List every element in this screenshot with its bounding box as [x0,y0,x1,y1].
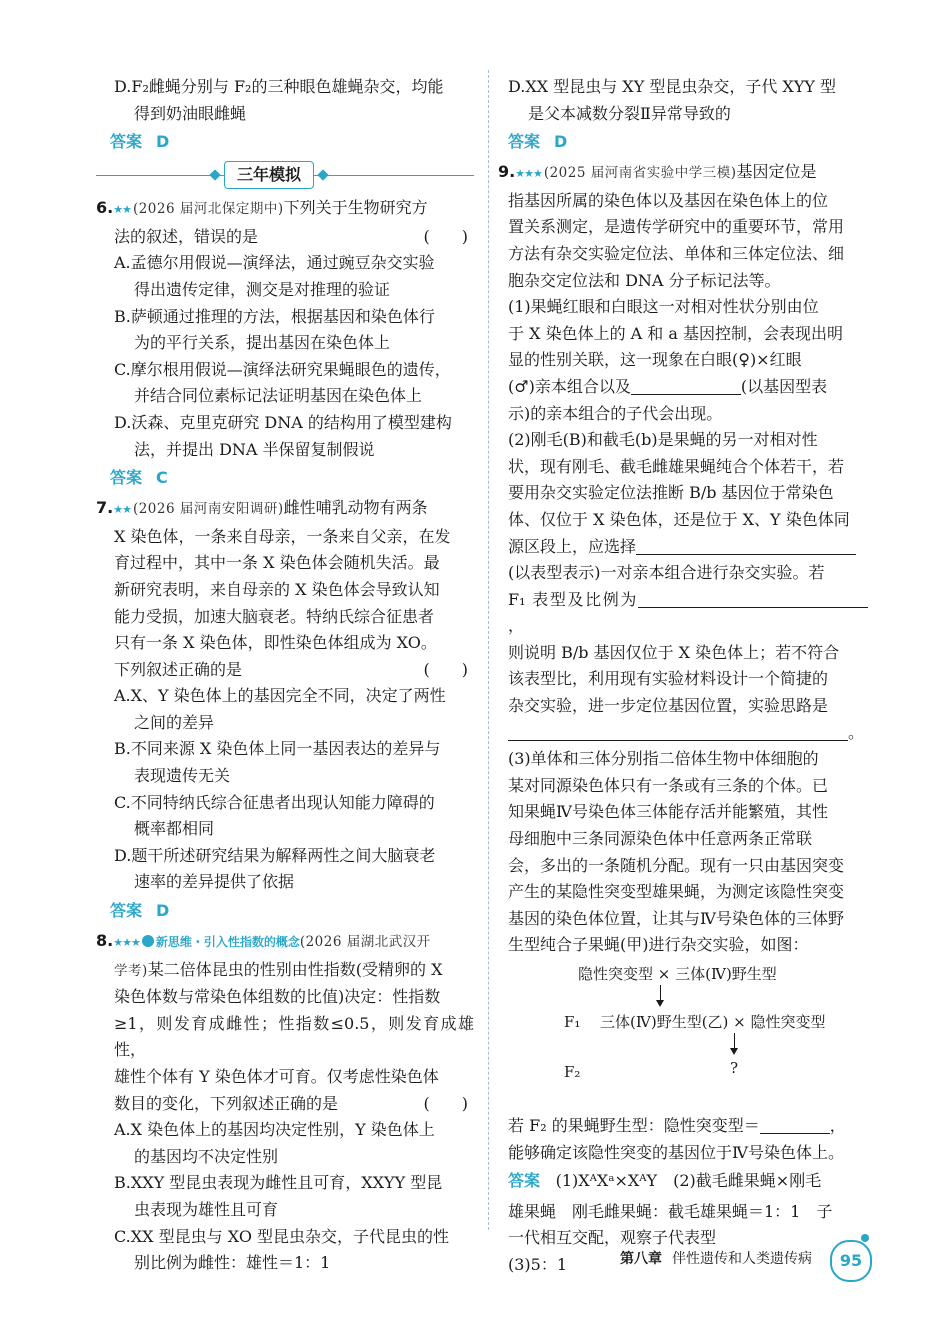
option-text: C.XX 型昆虫与 XO 型昆虫杂交，子代昆虫的性 [114,1226,450,1246]
option-cont: 得出遗传定律，测交是对推理的验证 [134,279,391,299]
q9-part2-blank-line: 。 [508,720,868,747]
column-divider [488,70,489,1230]
question-source: (2026 届河北保定期中) [132,201,284,218]
answer-label: 答案 [110,901,143,921]
q6-option-d [96,410,474,463]
chapter-name: 伴性遗传和人类遗传病 [672,1251,812,1267]
answer-paren: ( ) [423,1093,468,1113]
option-text: D.沃森、克里克研究 DNA 的结构用了模型建构 [114,412,452,432]
answer-text: (1)XᴬXᵃ×XᴬY (2)截毛雌果蝇×刚毛 [555,1171,822,1191]
q6-stem-text: 下列关于生物研究方 [283,198,428,218]
q9-stem-line: 胞杂交定位法和 DNA 分子标记法等。 [508,270,781,290]
q9-part1-blank-line [508,374,868,401]
option-cont: 是父本减数分裂Ⅱ异常导致的 [528,103,731,123]
q9-part2: 体、仅位于 X 染色体，还是位于 X、Y 染色体同 [508,509,850,529]
q7-stem [96,495,474,524]
option-text: C.摩尔根用假说—演绎法研究果蝇眼色的遗传， [114,359,451,379]
q6-option-b [96,304,474,357]
q7-answer [110,898,474,924]
option-cont: 虫表现为雄性且可育 [134,1199,279,1219]
question-source: (2026 届河南安阳调研) [132,501,284,518]
q6-option-a [96,250,474,303]
page-footer [0,1240,950,1280]
diagram-f1-label: F₁ [564,1013,581,1031]
q9-part1: 示)的亲本组合的子代会出现。 [508,403,723,423]
q9-stem-line: 置关系测定，是遗传学研究中的重要环节，常用 [508,217,845,237]
q9-part3-text: 若 F₂ 的果蝇野生型：隐性突变型＝ [508,1116,760,1135]
question-number: 7. [96,498,114,518]
q9-part2: 该表型比，利用现有实验材料设计一个简捷的 [508,669,829,689]
q9-part2: (2)刚毛(B)和截毛(b)是果蝇的另一对相对性 [508,430,818,450]
difficulty-stars-icon: ★★ [113,503,131,517]
q6-stem-line2 [96,224,474,251]
option-text: A.X、Y 染色体上的基因完全不同，决定了两性 [114,686,446,706]
q9-part1-text: (♂)亲本组合以及 [508,376,631,396]
q9-part1: 显的性别关联，这一现象在白眼(♀)×红眼 [508,350,802,370]
answer-label: 答案 [110,132,143,152]
diagram-f2-label: F₂ [564,1063,581,1081]
answer-value: D [156,901,170,921]
option-cont: 为的平行关系，提出基因在染色体上 [134,333,391,353]
question-number: 6. [96,198,114,218]
q9-part2: 则说明 B/b 基因仅位于 X 染色体上；若不符合 [508,642,840,662]
q8-stem [96,928,474,957]
question-number: 8. [96,931,114,951]
q9-part3: 某对同源染色体只有一条或有三条的个体。已 [508,775,829,795]
down-arrow-icon [660,985,661,1005]
section-header [96,159,474,191]
option-text: B.XXY 型昆虫表现为雌性且可育，XXYY 型昆 [114,1173,443,1193]
option-text: B.不同来源 X 染色体上同一基因表达的差异与 [114,739,441,759]
q8-option-d [508,74,868,127]
difficulty-stars-icon: ★★ [113,203,131,217]
answer-paren: ( ) [423,659,468,679]
answer-value: C [156,468,168,488]
q9-stem-line: 指基因所属的染色体以及基因在染色体上的位 [508,190,829,210]
q9-part2: 要用杂交实验定位法推断 B/b 基因位于常染色 [508,483,834,503]
diagram-f2-value: ? [730,1059,739,1077]
q8-stem-text: 某二倍体昆虫的性别由性指数(受精卵的 X [147,959,443,979]
q9-part3-blank-line [508,1113,868,1140]
q5-option-d-cont: 得到奶油眼雌蝇 [134,103,247,123]
question-source: (2026 届湖北武汉开 [299,934,431,951]
q7-stem-line-last [96,657,474,684]
q9-part1: (1)果蝇红眼和白眼这一对相对性状分别由位 [508,297,819,317]
answer-blank[interactable] [508,722,848,741]
q9-part3-text: ， [829,1116,846,1135]
q9-stem-text: 基因定位是 [736,162,817,182]
q9-part2-blank-line: F₁ 表型及比例为， [508,587,868,640]
difficulty-stars-icon: ★★★ [113,936,140,950]
q9-part1: 于 X 染色体上的 A 和 a 基因控制，会表现出明 [508,323,844,343]
down-arrow-icon [734,1033,735,1053]
difficulty-stars-icon: ★★★ [515,167,542,181]
option-cont: 概率都相同 [134,819,215,839]
q9-stem [498,159,868,188]
q7-option-b [96,736,474,789]
q6-answer [110,465,474,491]
q9-part2: 杂交实验，进一步定位基因位置，实验思路是 [508,696,829,716]
diagram-f1-row: 三体(Ⅳ)野生型(乙) × 隐性突变型 [600,1013,826,1031]
q7-option-d [96,843,474,896]
question-source: (2025 届河南省实验中学三模) [543,165,737,182]
q5-option-d-text: D.F₂雌蝇分别与 F₂的三种眼色雄蝇杂交，均能 [114,77,444,96]
question-source-cont: 学考) [114,962,148,979]
q9-part2-blank-line [508,534,868,561]
q5-option-d [96,74,474,127]
q7-option-a [96,683,474,736]
q9-part3: 能够确定该隐性突变的基因位于Ⅳ号染色体上。 [508,1142,844,1162]
q8-stem-line: 染色体数与常染色体组数的比值)决定：性指数 [114,987,441,1007]
decorative-dot-icon [861,1234,869,1242]
q9-part1-text: (以基因型表 [740,376,828,396]
q8-option-b [96,1170,474,1223]
q9-part3: 产生的某隐性突变型雄果蝇，为测定该隐性突变 [508,882,845,902]
q9-part2-text: F₁ 表型及比例为 [508,589,638,609]
question-number: 9. [498,162,516,182]
q8-stem-line-last [96,1091,474,1118]
q8-option-a [96,1117,474,1170]
q8-stem-line: 雄性个体有 Y 染色体才可育。仅考虑性染色体 [114,1067,439,1086]
new-thinking-badge-icon [142,935,154,947]
q9-part2: 状，现有刚毛、截毛雌雄果蝇纯合个体若干，若 [508,456,845,476]
q9-part3: 知果蝇Ⅳ号染色体三体能存活并能繁殖，其性 [508,802,828,822]
q9-answer [508,1168,868,1195]
answer-blank[interactable] [631,376,741,395]
option-text: B.萨顿通过推理的方法，根据基因和染色体行 [114,306,435,326]
q7-stem-line: 新研究表明，来自母亲的 X 染色体会导致认知 [114,579,440,599]
answer-paren: ( ) [423,226,468,246]
page-number: 95 [830,1240,872,1282]
q6-option-c [96,357,474,410]
q6-stem [96,195,474,224]
chapter-title [620,1248,812,1268]
option-text: A.孟德尔用假说—演绎法，通过豌豆杂交实验 [114,253,435,273]
q9-part2: (以表型表示)一对亲本组合进行杂交实验。若 [508,563,825,583]
q5-answer [110,129,474,155]
right-column [498,74,868,1279]
q7-stem-line: 只有一条 X 染色体，即性染色体组成为 XO。 [114,633,437,653]
question-tag: 新思维・引入性指数的概念 [155,935,300,950]
option-text: C.不同特纳氏综合征患者出现认知能力障碍的 [114,792,435,812]
left-column [96,74,474,1277]
option-cont: 并结合同位素标记法证明基因在染色体上 [134,386,423,406]
q8-stem-line [96,957,474,985]
q8-answer [508,129,868,155]
option-cont: 之间的差异 [134,712,215,732]
q7-stem-line: 育过程中，其中一条 X 染色体会随机失活。最 [114,553,440,573]
option-text: D.题干所述研究结果为解释两性之间大脑衰老 [114,845,436,865]
option-cont: 的基因均不决定性别 [134,1146,279,1166]
diagram-parent-row: 隐性突变型 × 三体(Ⅳ)野生型 [578,965,777,983]
q7-stem-line: X 染色体，一条来自母亲，一条来自父亲，在发 [114,526,451,546]
option-cont: 速率的差异提供了依据 [134,872,295,892]
option-cont: 表现遗传无关 [134,766,231,786]
q9-part3: 基因的染色体位置，让其与Ⅳ号染色体的三体野 [508,908,844,928]
q9-part3: (3)单体和三体分别指二倍体生物中体细胞的 [508,749,819,769]
q6-stem-text2: 法的叙述，错误的是 [114,226,259,246]
q7-stem-text7: 下列叙述正确的是 [114,659,243,679]
q9-part2-text: 源区段上，应选择 [508,536,637,556]
option-text: A.X 染色体上的基因均决定性别，Y 染色体上 [114,1120,435,1140]
q9-part3: 生型纯合子果蝇(甲)进行杂交实验，如图： [508,935,809,955]
q9-part3: 会，多出的一条随机分配。现有一只由基因突变 [508,855,845,875]
answer-value: D [554,132,568,152]
option-cont: 法，并提出 DNA 半保留复制假说 [134,439,375,459]
cross-diagram [508,963,868,1111]
answer-blank[interactable] [638,589,868,608]
answer-value: D [156,132,170,152]
q9-stem-line: 方法有杂交实验定位法、单体和三体定位法、细 [508,243,845,263]
q9-answer-line: 一代相互交配，观察子代表型 [508,1228,717,1248]
q7-stem-text: 雌性哺乳动物有两条 [283,498,428,518]
q8-stem-line: ≥1，则发育成雌性；性指数≤0.5，则发育成雄性， [114,1013,474,1060]
q9-part3: 母细胞中三条同源染色体中任意两条正常联 [508,829,813,849]
answer-blank[interactable] [760,1115,830,1134]
option-cont: 别比例为雌性：雄性＝1：1 [134,1253,331,1273]
answer-label: 答案 [508,132,541,152]
q9-answer-line: (3)5：1 [508,1254,568,1274]
answer-blank[interactable] [636,536,856,555]
section-title: 三年模拟 [224,161,314,189]
q7-stem-line: 能力受损，加速大脑衰老。特纳氏综合征患者 [114,606,435,626]
option-text: D.XX 型昆虫与 XY 型昆虫杂交，子代 XYY 型 [508,77,837,96]
q7-option-c [96,790,474,843]
answer-label: 答案 [110,468,143,488]
answer-label: 答案 [508,1171,541,1191]
q8-stem-text5: 数目的变化，下列叙述正确的是 [114,1093,339,1113]
chapter-number: 第八章 [620,1251,662,1267]
q9-answer-line: 雄果蝇 刚毛雌果蝇：截毛雄果蝇＝1：1 子 [508,1201,833,1221]
